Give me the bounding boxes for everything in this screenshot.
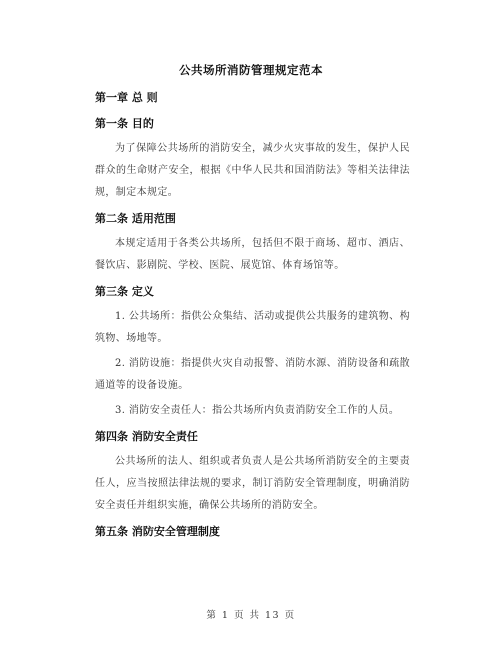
definition-item: 1. 公共场所：指供公众集结、活动或提供公共服务的建筑物、构筑物、场地等。	[95, 311, 410, 344]
article-heading-5: 第五条 消防安全管理制度	[95, 525, 220, 538]
article-heading-4: 第四条 消防安全责任	[95, 430, 198, 443]
definition-item: 2. 消防设施：指提供火灾自动报警、消防水源、消防设备和疏散通道等的设备设施。	[95, 358, 410, 391]
article-heading-1: 第一条 目的	[95, 117, 154, 130]
article-paragraph: 本规定适用于各类公共场所，包括但不限于商场、超市、酒店、餐饮店、影剧院、学校、医院、展览馆、体育场馆等。	[95, 238, 410, 271]
document-body	[95, 86, 410, 546]
definition-item: 3. 消防安全责任人：指公共场所内负责消防安全工作的人员。	[115, 405, 400, 416]
article-paragraph: 为了保障公共场所的消防安全，减少火灾事故的发生，保护人民群众的生命财产安全，根据《中华人民共和国消防法》等相关法律法规，制定本规定。	[95, 143, 410, 198]
article-heading-3: 第三条 定义	[95, 285, 154, 298]
page-number-footer: 第 1 页 共 13 页	[206, 610, 296, 621]
chapter-heading: 第一章 总 则	[95, 91, 158, 104]
article-heading-2: 第二条 适用范围	[95, 212, 176, 225]
article-paragraph: 公共场所的法人、组织或者负责人是公共场所消防安全的主要责任人，应当按照法律法规的要求，制订消防安全管理制度，明确消防安全责任并组织实施，确保公共场所的消防安全。	[95, 456, 410, 511]
document-title: 公共场所消防管理规定范本	[179, 63, 323, 77]
